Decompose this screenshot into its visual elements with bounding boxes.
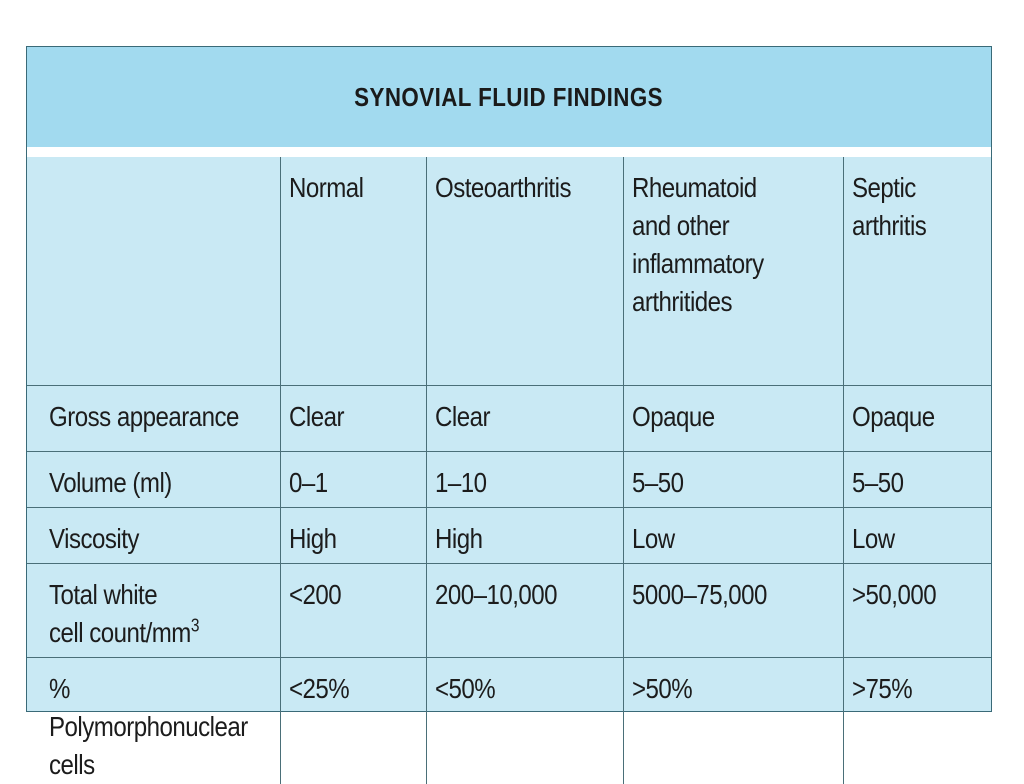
table-row-volume bbox=[27, 451, 991, 507]
table-cell: 1–10 bbox=[426, 451, 623, 507]
table-cell: >75% bbox=[843, 657, 991, 784]
table-cell: Opaque bbox=[843, 385, 991, 451]
table-cell: >50% bbox=[623, 657, 843, 784]
table-header-row bbox=[27, 157, 991, 385]
table-cell: 200–10,000 bbox=[426, 563, 623, 657]
row-label: % Polymorphonuclear cells bbox=[27, 657, 280, 784]
row-label: Gross appearance bbox=[27, 385, 280, 451]
table-cell: Clear bbox=[426, 385, 623, 451]
row-label: Total white cell count/$mm^3$ bbox=[27, 563, 280, 657]
synovial-fluid-table bbox=[27, 157, 991, 784]
header-osteoarthritis: Osteoarthritis bbox=[426, 157, 623, 385]
table-cell: 5–50 bbox=[843, 451, 991, 507]
table-cell: Clear bbox=[280, 385, 426, 451]
table-cell: <200 bbox=[280, 563, 426, 657]
table-cell: >50,000 bbox=[843, 563, 991, 657]
table-row-white-cell-count bbox=[27, 563, 991, 657]
synovial-fluid-table-figure bbox=[26, 46, 992, 780]
table-cell: Low bbox=[623, 507, 843, 563]
table-cell: Low bbox=[843, 507, 991, 563]
table-cell: <25% bbox=[280, 657, 426, 784]
row-label: Volume (ml) bbox=[27, 451, 280, 507]
table-cell: 5000–75,000 bbox=[623, 563, 843, 657]
row-label: Viscosity bbox=[27, 507, 280, 563]
table-cell: High bbox=[280, 507, 426, 563]
table-cell: 0–1 bbox=[280, 451, 426, 507]
table-cell: High bbox=[426, 507, 623, 563]
table-row-viscosity bbox=[27, 507, 991, 563]
title-band bbox=[27, 47, 991, 147]
header-normal: Normal bbox=[280, 157, 426, 385]
table-cell: 5–50 bbox=[623, 451, 843, 507]
header-rheumatoid: Rheumatoid and other inflammatory arthritides bbox=[623, 157, 843, 385]
header-septic-arthritis: Septic arthritis bbox=[843, 157, 991, 385]
table-title: SYNOVIAL FLUID FINDINGS bbox=[354, 81, 664, 112]
table-cell: Opaque bbox=[623, 385, 843, 451]
header-empty-cell bbox=[27, 157, 280, 385]
table-cell: <50% bbox=[426, 657, 623, 784]
table-row-polymorphonuclear bbox=[27, 657, 991, 784]
title-divider bbox=[27, 147, 991, 157]
table-row-gross-appearance bbox=[27, 385, 991, 451]
